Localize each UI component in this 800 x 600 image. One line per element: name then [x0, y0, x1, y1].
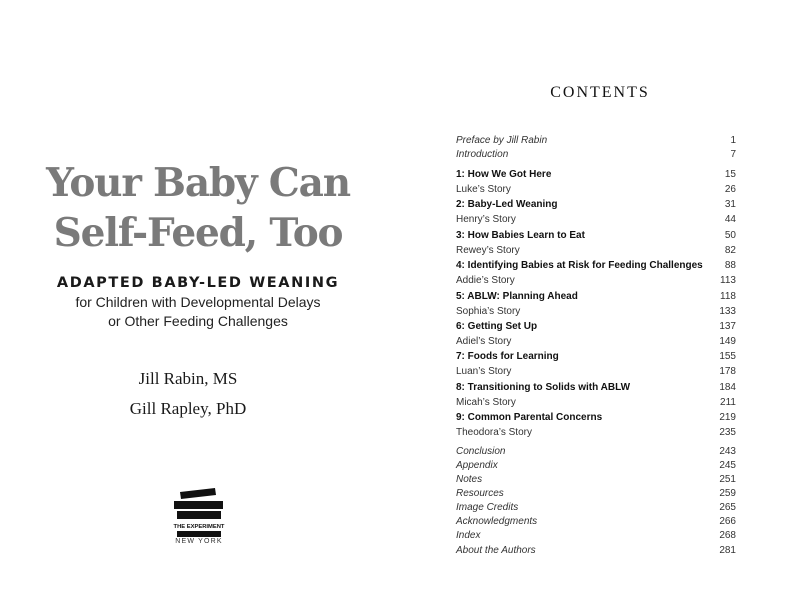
toc-entry [456, 213, 736, 227]
toc-entry-page: 82 [724, 245, 736, 256]
toc-entry [456, 229, 736, 243]
toc-entry-page: 259 [719, 488, 736, 499]
toc-entry-title: 9: Common Parental Concerns [456, 412, 603, 423]
toc-entry-title: Addie’s Story [456, 275, 515, 286]
author-2: Gill Rapley, PhD [129, 399, 247, 418]
toc-entry [456, 134, 736, 148]
toc-entry-page: 211 [720, 397, 736, 408]
toc-entry [456, 244, 736, 258]
book-title [0, 158, 396, 258]
toc-entry-title: 7: Foods for Learning [456, 351, 559, 362]
toc-entry-title: Index [456, 530, 481, 541]
toc-entry-title: Adiel’s Story [456, 336, 512, 347]
toc-entry-page: 251 [719, 474, 736, 485]
toc-entry-page: 243 [719, 446, 736, 457]
toc-entry [456, 290, 736, 304]
toc-entry-title: Micah’s Story [456, 397, 516, 408]
toc-entry-title: Acknowledgments [456, 516, 538, 527]
toc-entry [456, 198, 736, 212]
toc-entry-page: 268 [719, 530, 736, 541]
toc-entry-page: 265 [719, 502, 736, 513]
toc-entry [456, 259, 736, 273]
toc-entry [456, 365, 736, 379]
toc-entry-title: Resources [456, 488, 504, 499]
book-subtitle-detail [0, 293, 396, 331]
toc-entry-page: 113 [720, 275, 736, 286]
publisher-logo-text: THE EXPERIMENT [173, 524, 225, 530]
toc-entry [456, 529, 736, 543]
toc-entry-title: Rewey’s Story [456, 245, 520, 256]
toc-entry-page: 155 [719, 351, 736, 362]
book-title-line-2: Self-Feed, Too [53, 210, 343, 256]
subtitle-line-2: or Other Feeding Challenges [108, 313, 288, 329]
toc-entry-title: 8: Transitioning to Solids with ABLW [456, 382, 631, 393]
toc-entry-title: 4: Identifying Babies at Risk for Feeding Challenges [456, 260, 703, 271]
toc-entry-title: Image Credits [456, 502, 519, 513]
toc-entry-title: Henry’s Story [456, 214, 516, 225]
toc-entry-title: Sophia’s Story [456, 306, 521, 317]
toc-entry [456, 411, 736, 425]
book-subtitle: ADAPTED BABY-LED WEANING [56, 275, 340, 291]
toc-entry-page: 118 [720, 291, 736, 302]
toc-entry-page: 44 [724, 214, 736, 225]
toc-entry-title: Luke’s Story [456, 184, 511, 195]
toc-entry-title: About the Authors [456, 545, 536, 556]
toc-entry [456, 381, 736, 395]
toc-entry [456, 320, 736, 334]
toc-entry-page: 235 [719, 427, 736, 438]
toc-entry [456, 515, 736, 529]
toc-entry-page: 219 [719, 412, 736, 423]
toc-entry-title: Theodora’s Story [456, 427, 532, 438]
toc-entry-page: 15 [724, 169, 736, 180]
toc-entry [456, 473, 736, 487]
toc-entry-page: 1 [730, 135, 736, 146]
toc-entry-title: Luan’s Story [456, 366, 512, 377]
toc-entry-page: 7 [730, 149, 736, 160]
publisher-city: NEW YORK [175, 538, 223, 545]
toc-entry-page: 137 [719, 321, 736, 332]
toc-entry [456, 350, 736, 364]
toc-entry [456, 305, 736, 319]
toc-entry-page: 178 [719, 366, 736, 377]
contents-page [400, 0, 800, 600]
book-title-line-1: Your Baby Can [46, 160, 350, 206]
toc-entry [456, 459, 736, 473]
toc-entry [456, 168, 736, 182]
toc-entry [456, 487, 736, 501]
toc-entry [456, 274, 736, 288]
toc-entry-page: 133 [719, 306, 736, 317]
toc-entry-title: Introduction [456, 149, 509, 160]
toc-entry-title: Appendix [456, 460, 498, 471]
toc-entry [456, 445, 736, 459]
toc-entry [456, 183, 736, 197]
toc-entry [456, 335, 736, 349]
toc-entry-title: 2: Baby-Led Weaning [456, 199, 558, 210]
toc-entry-page: 184 [719, 382, 736, 393]
toc-entry-title: Conclusion [456, 446, 506, 457]
toc-entry-page: 88 [724, 260, 736, 271]
toc-entry-page: 26 [724, 184, 736, 195]
toc-entry-page: 31 [724, 199, 736, 210]
toc-entry [456, 396, 736, 410]
toc-entry-page: 245 [719, 460, 736, 471]
toc-entry [456, 544, 736, 558]
toc-entry-title: 3: How Babies Learn to Eat [456, 230, 585, 241]
subtitle-line-1: for Children with Developmental Delays [75, 294, 321, 310]
contents-heading: CONTENTS [550, 84, 650, 101]
author-1: Jill Rabin, MS [138, 369, 238, 388]
toc-entry-title: 1: How We Got Here [456, 169, 552, 180]
toc-entry-title: Notes [456, 474, 483, 485]
toc-entry-title: Preface by Jill Rabin [456, 135, 548, 146]
toc-entry-page: 266 [719, 516, 736, 527]
toc-entry-title: 5: ABLW: Planning Ahead [456, 291, 578, 302]
toc-entry-page: 281 [719, 545, 736, 556]
toc-entry-title: 6: Getting Set Up [456, 321, 538, 332]
toc-entry [456, 501, 736, 515]
toc-entry-page: 149 [719, 336, 736, 347]
toc-entry-page: 50 [724, 230, 736, 241]
toc-entry [456, 426, 736, 440]
toc-entry [456, 148, 736, 162]
